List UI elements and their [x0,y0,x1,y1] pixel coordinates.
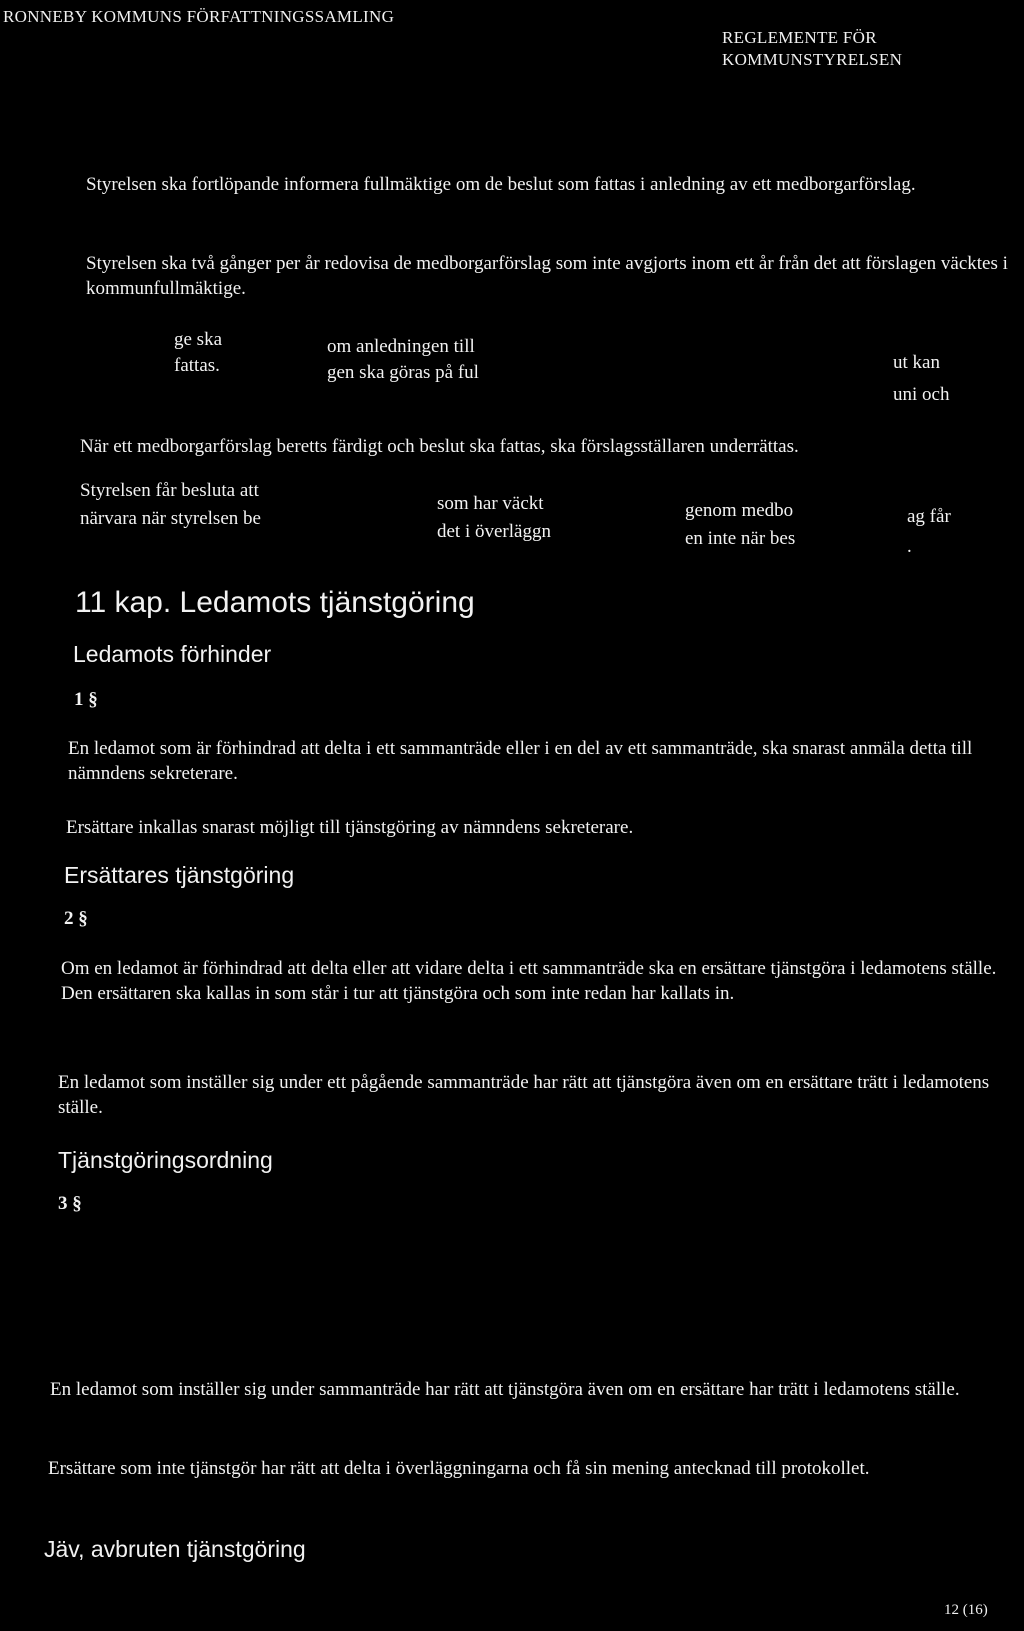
fragment-text: närvara när styrelsen be [80,508,261,529]
section-heading-ersattares-tjanstgoring: Ersättares tjänstgöring [64,862,295,888]
document-header-left: RONNEBY KOMMUNS FÖRFATTNINGSSAMLING [3,7,395,26]
paragraph-notify-proposer: När ett medborgarförslag beretts färdigt och beslut ska fattas, ska förslagsställaren underrättas. [80,436,799,457]
paragraph-report-absence: En ledamot som är förhindrad att delta i ett sammanträde eller i en del av ett sammanträde, ska snarast anmäla detta till nämndens sekreterare. [68,738,973,784]
section-heading-tjanstgoringsordning: Tjänstgöringsordning [58,1147,273,1173]
fragment-text: en inte när bes [685,528,796,549]
paragraph-substitute-called: Ersättare inkallas snarast möjligt till tjänstgöring av nämndens sekreterare. [66,817,634,838]
fragment-text: gen ska göras på ful [327,362,479,383]
fragment-text: uni och [893,384,950,405]
section-heading-ledamots-forhinder: Ledamots förhinder [73,641,272,667]
paragraph-member-arrives-during-meeting: En ledamot som inställer sig under sammanträde har rätt att tjänstgöra även om en ersättare har trätt i ledamotens ställe. [50,1379,960,1400]
page-number: 12 (16) [944,1602,988,1618]
fragment-text: Styrelsen får besluta att [80,480,259,501]
section-heading-jav-avbruten-tjanstgoring: Jäv, avbruten tjänstgöring [44,1536,306,1562]
fragment-text: det i överläggn [437,521,551,542]
document-header-right-line2: KOMMUNSTYRELSEN [722,50,903,69]
document-header-right-line1: REGLEMENTE FÖR [722,28,877,47]
paragraph-report-twice-yearly: Styrelsen ska två gånger per år redovisa de medborgarförslag som inte avgjorts inom ett år från det att förslagen väcktes i kommunfullmäktige. [86,253,1008,299]
paragraph-number: 2 § [64,908,88,929]
fragment-text: fattas. [174,355,220,376]
fragment-text: som har väckt [437,493,544,514]
paragraph-member-arrives-late: En ledamot som inställer sig under ett pågående sammanträde har rätt att tjänstgöra även om en ersättare trätt i ledamotens ställe. [58,1072,990,1118]
chapter-title: 11 kap. Ledamots tjänstgöring [75,586,475,619]
fragment-text: om anledningen till [327,336,475,357]
paragraph-number: 3 § [58,1193,82,1214]
fragment-text: ut kan [893,352,940,373]
paragraph-inform-council: Styrelsen ska fortlöpande informera fullmäktige om de beslut som fattas i anledning av ett medborgarförslag. [86,174,916,195]
paragraph-non-serving-substitutes: Ersättare som inte tjänstgör har rätt att delta i överläggningarna och få sin mening antecknad till protokollet. [48,1458,870,1479]
fragment-text: . [907,536,912,557]
fragment-text: genom medbo [685,500,794,521]
paragraph-number: 1 § [74,689,98,710]
paragraph-substitute-serves: Om en ledamot är förhindrad att delta eller att vidare delta i ett sammanträde ska en ersättare tjänstgöra i ledamotens ställe. Den ersättaren ska kallas in som står i tur att tjänstgöra och som inte redan har kallats in. [61,958,997,1004]
fragment-text: ag får [907,506,951,527]
fragment-text: ge ska [174,329,223,350]
